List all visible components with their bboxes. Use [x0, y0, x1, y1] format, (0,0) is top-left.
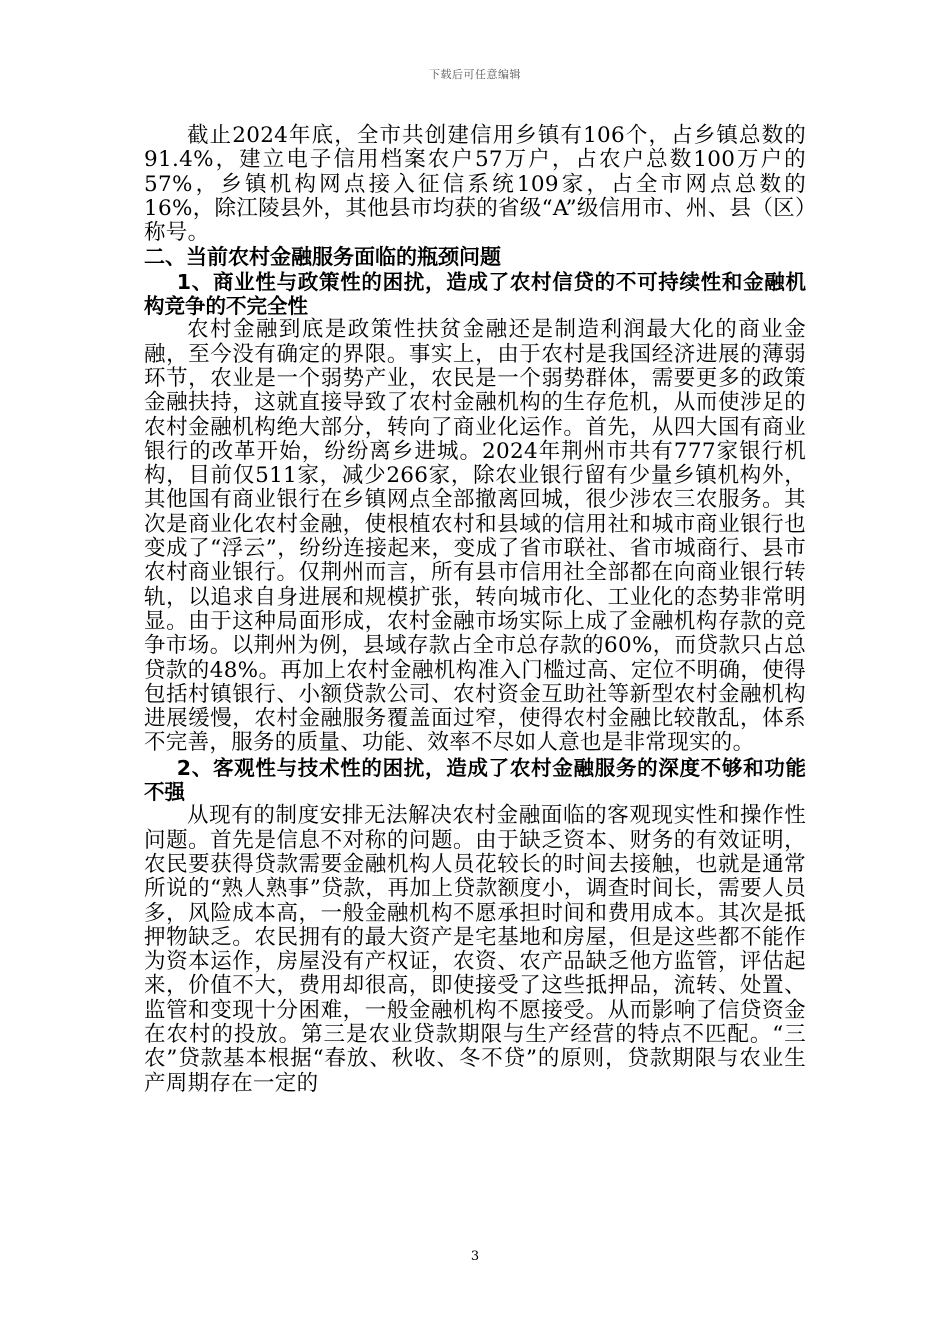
paragraph-credit-towns: 截止2024年底，全市共创建信用乡镇有106个，占乡镇总数的91.4%，建立电子信用档案农户57万户，占农户总数100万户的57%，乡镇机构网点接入征信系统109家，占全市网点总数的16%，除江陵县外，其他县市均获的省级“A”级信用市、州、县（区）称号。 — [144, 123, 806, 246]
subsection-heading-1: 1、商业性与政策性的困扰，造成了农村信贷的不可持续性和金融机构竞争的不完全性 — [144, 269, 806, 319]
subsection-heading-2: 2、客观性与技术性的困扰，造成了农村金融服务的深度不够和功能不强 — [144, 755, 806, 805]
section-heading: 二、当前农村金融服务面临的瓶颈问题 — [144, 245, 501, 270]
document-body — [144, 124, 806, 1096]
paragraph-objective-technical: 从现有的制度安排无法解决农村金融面临的客观现实性和操作性问题。首先是信息不对称的问题。由于缺乏资本、财务的有效证明，农民要获得贷款需要金融机构人员花较长的时间去接触，也就是通常所说的“熟人熟事”贷款，再加上贷款额度小，调查时间长，需要人员多，风险成本高，一般金融机构不愿承担时间和费用成本。其次是抵押物缺乏。农民拥有的最大资产是宅基地和房屋，但是这些都不能作为资本运作，房屋没有产权证，农资、农产品缺乏他方监管，评估起来，价值不大，费用却很高，即使接受了这些抵押品，流转、处置、监管和变现十分困难，一般金融机构不愿接受。从而影响了信贷资金在农村的投放。第三是农业贷款期限与生产经营的特点不匹配。“三农”贷款基本根据“春放、秋收、冬不贷”的原则，贷款期限与农业生产周期存在一定的 — [144, 803, 806, 1096]
page-header: 下载后可任意编辑 — [429, 68, 521, 81]
page-number: 3 — [470, 1249, 480, 1264]
paragraph-commercial-policy: 农村金融到底是政策性扶贫金融还是制造利润最大化的商业金融，至今没有确定的界限。事实上，由于农村是我国经济进展的薄弱环节，农业是一个弱势产业，农民是一个弱势群体，需要更多的政策金融扶持，这就直接导致了农村金融机构的生存危机，从而使涉足的农村金融机构绝大部分，转向了商业化运作。首先，从四大国有商业银行的改革开始，纷纷离乡进城。2024年荆州市共有777家银行机构，目前仅511家，减少266家，除农业银行留有少量乡镇机构外，其他国有商业银行在乡镇网点全部撤离回城，很少涉农三农服务。其次是商业化农村金融，使根植农村和县域的信用社和城市商业银行也变成了“浮云”，纷纷连接起来，变成了省市联社、省市城商行、县市农村商业银行。仅荆州而言，所有县市信用社全部都在向商业银行转轨，以追求自身进展和规模扩张，转向城市化、工业化的态势非常明显。由于这种局面形成，农村金融市场实际上成了金融机构存款的竞争市场。以荆州为例，县域存款占全市总存款的60%，而贷款只占总贷款的48%。再加上农村金融机构准入门槛过高、定位不明确，使得包括村镇银行、小额贷款公司、农村资金互助社等新型农村金融机构进展缓慢，农村金融服务覆盖面过窄，使得农村金融比较散乱，体系不完善，服务的质量、功能、效率不尽如人意也是非常现实的。 — [144, 317, 806, 756]
